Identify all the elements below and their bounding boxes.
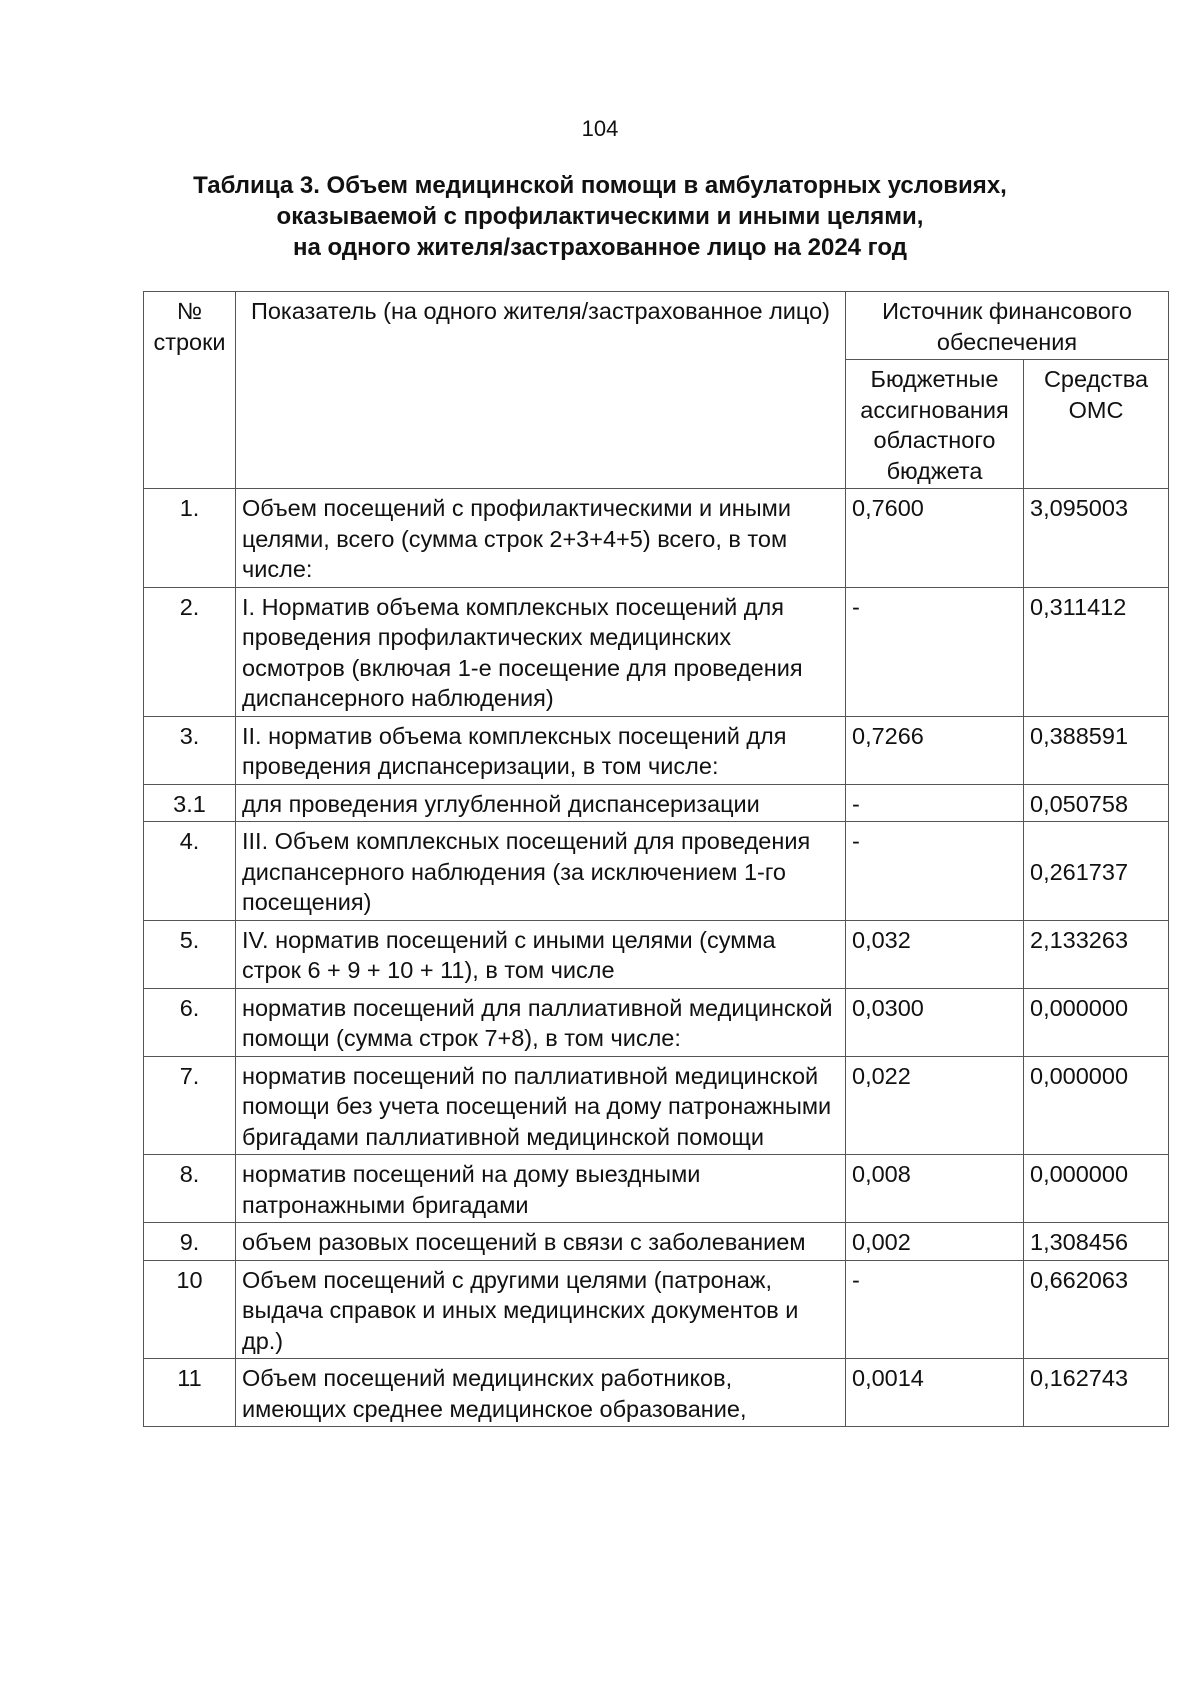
- header-row-number: № строки: [144, 292, 236, 489]
- row-number-cell: 10: [144, 1260, 236, 1359]
- table-row: [144, 1359, 1169, 1427]
- indicator-cell: Объем посещений с профилактическими и иными целями, всего (сумма строк 2+3+4+5) всего, в том числе:: [236, 489, 846, 588]
- indicator-cell: объем разовых посещений в связи с заболеванием: [236, 1223, 846, 1261]
- table-row: [144, 587, 1169, 716]
- row-number-cell: 3.1: [144, 784, 236, 822]
- row-number-cell: 11: [144, 1359, 236, 1427]
- budget-value-cell: 0,022: [846, 1056, 1024, 1155]
- budget-value-cell: 0,0300: [846, 988, 1024, 1056]
- table-row: [144, 716, 1169, 784]
- row-number-cell: 2.: [144, 587, 236, 716]
- row-number-cell: 7.: [144, 1056, 236, 1155]
- table-row: [144, 1056, 1169, 1155]
- indicator-cell: для проведения углубленной диспансеризации: [236, 784, 846, 822]
- header-budget: Бюджетные ассигнования областного бюджета: [846, 360, 1024, 489]
- oms-value-cell: 0,388591: [1024, 716, 1169, 784]
- table-row: [144, 822, 1169, 921]
- page-number: 104: [581, 116, 619, 141]
- budget-value-cell: -: [846, 822, 1024, 921]
- header-row-1: [144, 292, 1169, 360]
- table-row: [144, 1223, 1169, 1261]
- oms-value-cell: 0,050758: [1024, 784, 1169, 822]
- row-number-cell: 3.: [144, 716, 236, 784]
- budget-value-cell: 0,032: [846, 920, 1024, 988]
- budget-value-cell: 0,0014: [846, 1359, 1024, 1427]
- oms-value-cell: 0,662063: [1024, 1260, 1169, 1359]
- indicator-cell: III. Объем комплексных посещений для проведения диспансерного наблюдения (за исключением 1-го посещения): [236, 822, 846, 921]
- oms-value-cell: 0,162743: [1024, 1359, 1169, 1427]
- row-number-cell: 4.: [144, 822, 236, 921]
- indicator-cell: норматив посещений на дому выездными патронажными бригадами: [236, 1155, 846, 1223]
- table-row: [144, 1260, 1169, 1359]
- header-funding-source: Источник финансового обеспечения: [846, 292, 1169, 360]
- indicator-cell: I. Норматив объема комплексных посещений для проведения профилактических медицинских осмотров (включая 1-е посещение для проведения диспансерного наблюдения): [236, 587, 846, 716]
- table-title: [150, 170, 1050, 263]
- indicator-cell: Объем посещений медицинских работников, имеющих среднее медицинское образование,: [236, 1359, 846, 1427]
- oms-value-cell: 0,311412: [1024, 587, 1169, 716]
- table-row: [144, 1155, 1169, 1223]
- indicators-table: [143, 291, 1169, 1427]
- table-row: [144, 920, 1169, 988]
- oms-value-cell: 0,000000: [1024, 988, 1169, 1056]
- table-row: [144, 489, 1169, 588]
- table-row: [144, 988, 1169, 1056]
- indicator-cell: норматив посещений по паллиативной медицинской помощи без учета посещений на дому патронажными бригадами паллиативной медицинской помощи: [236, 1056, 846, 1155]
- budget-value-cell: 0,7600: [846, 489, 1024, 588]
- budget-value-cell: -: [846, 784, 1024, 822]
- row-number-cell: 5.: [144, 920, 236, 988]
- oms-value-cell: 3,095003: [1024, 489, 1169, 588]
- budget-value-cell: -: [846, 1260, 1024, 1359]
- row-number-cell: 9.: [144, 1223, 236, 1261]
- oms-value-cell: 0,000000: [1024, 1155, 1169, 1223]
- row-number-cell: 1.: [144, 489, 236, 588]
- indicator-cell: норматив посещений для паллиативной медицинской помощи (сумма строк 7+8), в том числе:: [236, 988, 846, 1056]
- title-line-3: на одного жителя/застрахованное лицо на 2024 год: [293, 234, 907, 261]
- header-oms: Средства ОМС: [1024, 360, 1169, 489]
- budget-value-cell: -: [846, 587, 1024, 716]
- budget-value-cell: 0,008: [846, 1155, 1024, 1223]
- table-row: [144, 784, 1169, 822]
- row-number-cell: 8.: [144, 1155, 236, 1223]
- oms-value-cell: 0,261737: [1024, 822, 1169, 921]
- title-line-1: Таблица 3. Объем медицинской помощи в амбулаторных условиях,: [193, 172, 1007, 199]
- indicator-cell: Объем посещений с другими целями (патронаж, выдача справок и иных медицинских документов и др.): [236, 1260, 846, 1359]
- indicator-cell: IV. норматив посещений с иными целями (сумма строк 6 + 9 + 10 + 11), в том числе: [236, 920, 846, 988]
- budget-value-cell: 0,002: [846, 1223, 1024, 1261]
- indicator-cell: II. норматив объема комплексных посещений для проведения диспансеризации, в том числе:: [236, 716, 846, 784]
- oms-value-cell: 2,133263: [1024, 920, 1169, 988]
- row-number-cell: 6.: [144, 988, 236, 1056]
- oms-value-cell: 0,000000: [1024, 1056, 1169, 1155]
- header-indicator: Показатель (на одного жителя/застрахованное лицо): [236, 292, 846, 489]
- budget-value-cell: 0,7266: [846, 716, 1024, 784]
- oms-value-cell: 1,308456: [1024, 1223, 1169, 1261]
- title-line-2: оказываемой с профилактическими и иными целями,: [276, 203, 924, 230]
